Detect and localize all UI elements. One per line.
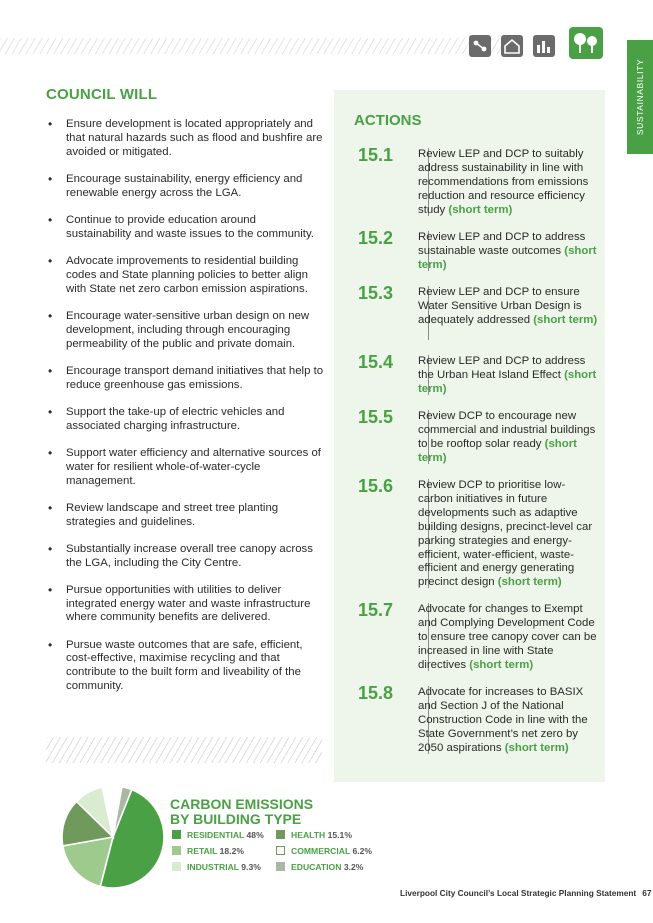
action-number: 15.6 bbox=[358, 476, 394, 496]
action-description: Review LEP and DCP to suitably address sustainability in line with recommendations from emissions reduction and resource efficiency study bbox=[418, 148, 589, 216]
list-item: • Support water efficiency and alternative sources of water for resilient whole-of-water-cycle management. bbox=[46, 447, 324, 489]
actions-panel bbox=[334, 90, 605, 782]
legend-label: INDUSTRIAL bbox=[187, 862, 242, 872]
legend-item-education bbox=[276, 862, 363, 872]
buildings-icon bbox=[532, 34, 556, 58]
legend-label: EDUCATION bbox=[291, 862, 344, 872]
carbon-emissions-pie-chart bbox=[60, 784, 166, 890]
legend-label: COMMERCIAL bbox=[291, 846, 353, 856]
action-term: (short term) bbox=[533, 313, 598, 326]
action-term: (short term) bbox=[418, 437, 577, 464]
action-term: (short term) bbox=[469, 658, 534, 671]
legend-swatch bbox=[276, 846, 285, 855]
legend-swatch bbox=[276, 830, 285, 839]
legend-value: 6.2% bbox=[352, 846, 373, 856]
list-item: • Pursue waste outcomes that are safe, efficient, cost-effective, maximise recycling and that contribute to the built form and liveability of the community. bbox=[46, 639, 324, 695]
list-item: • Encourage transport demand initiatives that help to reduce greenhouse gas emissions. bbox=[46, 365, 324, 393]
action-description: Advocate for increases to BASIX and Section J of the National Construction Code in line with the State Government’s net zero by 2050 aspirations bbox=[418, 686, 588, 754]
action-text bbox=[418, 231, 598, 273]
legend-label: RESIDENTIAL bbox=[187, 830, 247, 840]
theme-icons bbox=[468, 26, 608, 60]
action-text bbox=[418, 479, 598, 590]
action-term: (short term) bbox=[418, 368, 597, 395]
legend-value: 9.3% bbox=[241, 862, 261, 872]
legend-swatch bbox=[276, 862, 285, 871]
action-number: 15.4 bbox=[358, 352, 394, 372]
action-text bbox=[418, 410, 598, 466]
legend-swatch bbox=[172, 862, 181, 871]
list-item: • Encourage water-sensitive urban design on new development, including through encouraging permeability of the public and private domain. bbox=[46, 310, 324, 352]
list-item: • Pursue opportunities with utilities to deliver integrated energy water and waste infrastructure where community benefits are delivered. bbox=[46, 584, 324, 626]
list-item: • Support the take-up of electric vehicles and associated charging infrastructure. bbox=[46, 406, 324, 434]
decorative-hatch-top bbox=[0, 38, 520, 54]
action-text bbox=[418, 286, 598, 328]
legend-value: 48% bbox=[246, 830, 264, 840]
action-description: Review LEP and DCP to address sustainable waste outcomes bbox=[418, 231, 586, 257]
action-term: (short term) bbox=[418, 244, 597, 271]
action-description: Advocate for changes to Exempt and Complying Development Code to ensure tree canopy cover can be increased in line with State directives bbox=[418, 603, 597, 671]
list-item: • Continue to provide education around sustainability and waste issues to the community. bbox=[46, 214, 324, 242]
legend-item-residential bbox=[172, 830, 264, 840]
trees-icon bbox=[568, 26, 604, 60]
action-description: Review LEP and DCP to ensure Water Sensitive Urban Design is adequately addressed bbox=[418, 286, 582, 326]
section-tab bbox=[627, 40, 653, 154]
list-item: • Ensure development is located appropriately and that natural hazards such as flood and bushfire are avoided or mitigated. bbox=[46, 118, 324, 160]
action-term: (short term) bbox=[497, 576, 562, 589]
action-description: Review DCP to prioritise low-carbon initiatives in future developments such as adaptive building designs, precinct-level car parking strategies and energy-efficient, water-efficient, waste-efficient and energy generating precinct design bbox=[418, 479, 593, 589]
legend-label: HEALTH bbox=[291, 830, 328, 840]
page-footer bbox=[400, 888, 651, 898]
action-text bbox=[418, 355, 598, 397]
council-will-list bbox=[46, 118, 324, 707]
legend-item-industrial bbox=[172, 862, 261, 872]
legend-item-health bbox=[276, 830, 352, 840]
legend-label: RETAIL bbox=[187, 846, 220, 856]
connectivity-icon bbox=[468, 34, 492, 58]
action-text bbox=[418, 603, 598, 673]
action-text bbox=[418, 148, 598, 218]
house-icon bbox=[500, 34, 524, 58]
legend-value: 3.2% bbox=[343, 862, 364, 872]
action-number: 15.2 bbox=[358, 228, 394, 248]
page-number: 67 bbox=[642, 888, 652, 898]
legend-value: 18.2% bbox=[219, 846, 244, 856]
action-text bbox=[418, 686, 598, 756]
action-number: 15.5 bbox=[358, 407, 394, 427]
section-tab-label: SUSTAINABILITY bbox=[635, 58, 645, 136]
decorative-hatch-bottom bbox=[46, 737, 322, 763]
action-term: (short term) bbox=[448, 203, 513, 216]
list-item: • Encourage sustainability, energy efficiency and renewable energy across the LGA. bbox=[46, 173, 324, 201]
council-will-heading: COUNCIL WILL bbox=[46, 86, 158, 103]
action-number: 15.3 bbox=[358, 283, 394, 303]
list-item: • Advocate improvements to residential building codes and State planning policies to better align with State net zero carbon emission aspirations. bbox=[46, 255, 324, 297]
action-number: 15.8 bbox=[358, 683, 394, 703]
legend-item-commercial bbox=[276, 846, 372, 856]
list-item: • Review landscape and street tree planting strategies and guidelines. bbox=[46, 502, 324, 530]
legend-value: 15.1% bbox=[327, 830, 352, 840]
action-description: Review LEP and DCP to address the Urban Heat Island Effect bbox=[418, 355, 586, 381]
list-item: • Substantially increase overall tree canopy across the LGA, including the City Centre. bbox=[46, 543, 324, 571]
action-number: 15.7 bbox=[358, 600, 394, 620]
footer-title: Liverpool City Council’s Local Strategic Planning Statement bbox=[400, 888, 637, 898]
chart-title: CARBON EMISSIONS BY BUILDING TYPE bbox=[170, 796, 314, 827]
action-description: Review DCP to encourage new commercial and industrial buildings to be rooftop solar ready bbox=[418, 410, 596, 450]
actions-heading: ACTIONS bbox=[354, 112, 422, 129]
action-term: (short term) bbox=[504, 741, 569, 754]
legend-swatch bbox=[172, 830, 181, 839]
legend-item-retail bbox=[172, 846, 244, 856]
action-number: 15.1 bbox=[358, 145, 394, 165]
legend-swatch bbox=[172, 846, 181, 855]
